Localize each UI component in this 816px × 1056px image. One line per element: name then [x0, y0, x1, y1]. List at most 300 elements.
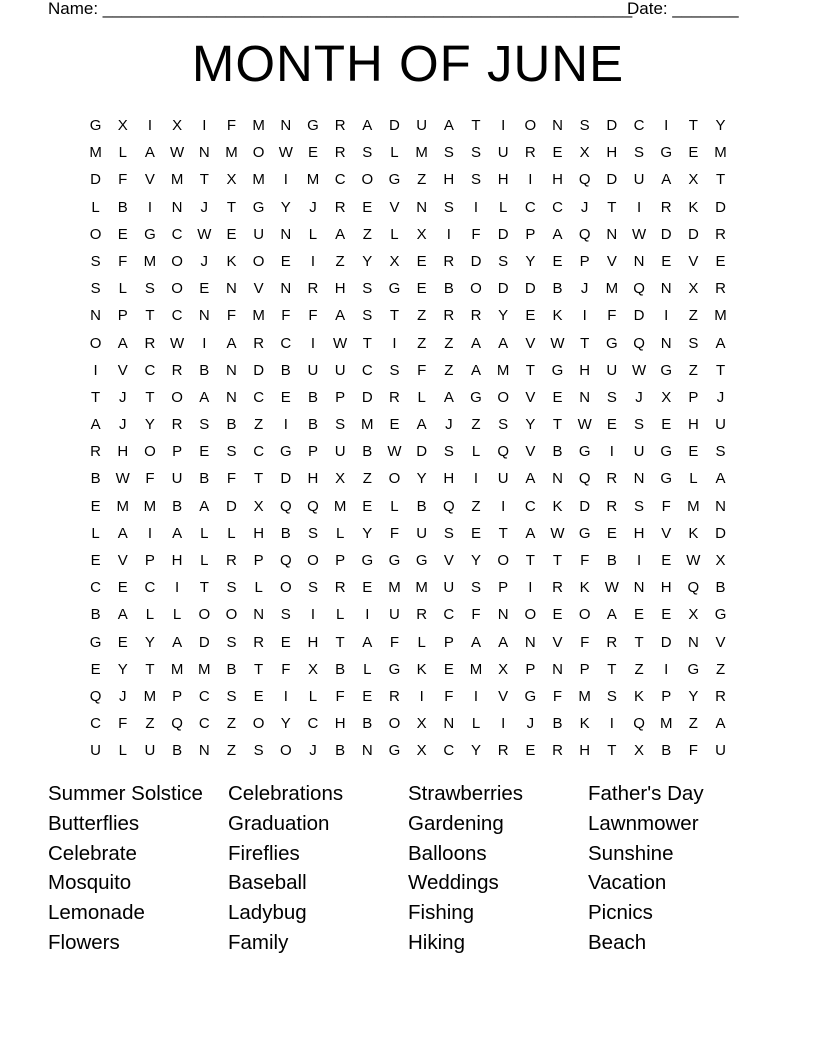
grid-letter: K — [552, 307, 563, 325]
grid-letter: N — [660, 334, 672, 352]
grid-letter: I — [283, 171, 288, 189]
grid-letter: N — [171, 198, 183, 216]
grid-letter: U — [715, 416, 726, 434]
word-list-item: Hiking — [408, 930, 465, 954]
grid-letter: N — [633, 252, 645, 270]
grid-letter: R — [552, 579, 563, 597]
grid-letter: T — [145, 388, 155, 406]
grid-letter: M — [306, 171, 320, 189]
grid-letter: G — [660, 144, 673, 162]
grid-letter: S — [443, 443, 454, 461]
grid-letter: H — [443, 470, 455, 488]
grid-letter: M — [143, 497, 157, 515]
grid-letter: R — [90, 443, 101, 461]
grid-letter: Z — [226, 715, 237, 733]
grid-letter: I — [609, 715, 614, 733]
word-list-item: Beach — [588, 930, 647, 954]
grid-letter: E — [90, 660, 101, 678]
grid-letter: E — [280, 252, 291, 270]
grid-letter: F — [580, 552, 590, 569]
grid-letter: J — [526, 715, 535, 733]
grid-letter: O — [252, 715, 265, 733]
grid-letter: E — [715, 252, 726, 270]
grid-letter: N — [660, 280, 672, 298]
grid-letter: S — [634, 497, 645, 515]
grid-letter: X — [416, 715, 427, 733]
grid-letter: D — [633, 307, 645, 325]
grid-letter: C — [198, 715, 210, 733]
grid-letter: L — [417, 633, 426, 651]
grid-letter: D — [253, 361, 265, 379]
grid-letter: E — [661, 252, 672, 270]
grid-letter: A — [525, 524, 536, 542]
grid-letter: V — [253, 280, 264, 298]
grid-letter: Z — [254, 416, 264, 434]
grid-letter: Q — [171, 715, 183, 733]
grid-letter: W — [686, 552, 701, 569]
grid-letter: M — [252, 171, 265, 189]
word-list-item: Celebrate — [48, 841, 137, 865]
grid-letter: E — [525, 742, 536, 760]
grid-letter: A — [470, 633, 481, 651]
grid-letter: I — [501, 715, 506, 733]
word-list-item: Mosquito — [48, 871, 132, 895]
grid-letter: U — [334, 443, 346, 461]
grid-letter: X — [416, 225, 427, 243]
grid-letter: R — [715, 225, 726, 243]
grid-letter: I — [392, 334, 397, 352]
grid-letter: R — [443, 252, 455, 270]
grid-letter: S — [715, 443, 726, 461]
grid-letter: G — [388, 280, 401, 298]
grid-letter: R — [497, 742, 509, 760]
grid-letter: C — [443, 742, 455, 760]
grid-letter: F — [389, 633, 400, 651]
grid-row — [82, 737, 734, 764]
grid-letter: D — [198, 633, 210, 651]
grid-letter: C — [280, 334, 292, 352]
grid-letter: O — [89, 334, 102, 352]
grid-letter: B — [199, 470, 210, 488]
grid-letter: C — [443, 606, 455, 624]
grid-letter: K — [634, 687, 645, 705]
grid-letter: G — [89, 633, 102, 651]
grid-letter: F — [417, 361, 427, 379]
grid-letter: G — [578, 443, 591, 461]
grid-letter: X — [335, 470, 346, 488]
grid-letter: N — [198, 742, 210, 760]
grid-letter: X — [498, 660, 509, 678]
grid-letter: E — [688, 443, 699, 461]
grid-letter: A — [90, 416, 101, 434]
grid-letter: Z — [688, 361, 698, 379]
grid-letter: I — [664, 307, 669, 325]
grid-letter: U — [606, 361, 618, 379]
grid-letter: T — [498, 524, 508, 542]
grid-letter: Q — [442, 497, 455, 515]
grid-letter: O — [171, 280, 183, 298]
grid-letter: A — [117, 524, 128, 542]
grid-letter: S — [362, 144, 373, 162]
grid-letter: T — [525, 361, 535, 379]
grid-letter: V — [525, 334, 536, 352]
grid-letter: L — [390, 497, 399, 515]
grid-letter: R — [552, 742, 563, 760]
grid-letter: I — [501, 497, 506, 515]
grid-letter: A — [144, 144, 155, 162]
word-list-row — [48, 839, 768, 869]
grid-letter: H — [253, 524, 265, 542]
grid-letter: N — [552, 660, 563, 678]
grid-letter: L — [172, 606, 182, 624]
grid-letter: D — [524, 280, 536, 298]
grid-letter: S — [606, 388, 617, 406]
grid-letter: E — [226, 225, 237, 243]
grid-letter: Z — [444, 361, 454, 379]
grid-letter: E — [362, 497, 373, 515]
grid-letter: T — [362, 334, 372, 352]
grid-letter: I — [501, 117, 506, 134]
grid-letter: T — [254, 660, 264, 678]
grid-letter: G — [660, 361, 673, 379]
grid-letter: R — [171, 416, 183, 434]
grid-row — [82, 520, 734, 547]
grid-letter: Q — [633, 334, 645, 352]
grid-letter: E — [606, 416, 617, 434]
grid-letter: E — [525, 307, 536, 325]
grid-letter: B — [307, 416, 318, 434]
grid-letter: D — [470, 252, 482, 270]
grid-letter: W — [604, 579, 619, 597]
grid-letter: F — [281, 307, 291, 325]
grid-letter: S — [498, 416, 509, 434]
grid-letter: O — [225, 606, 238, 624]
grid-letter: O — [252, 252, 265, 270]
grid-letter: A — [117, 606, 128, 624]
grid-letter: P — [661, 687, 672, 705]
grid-letter: C — [171, 307, 183, 325]
word-list-item: Flowers — [48, 930, 120, 954]
grid-letter: N — [361, 742, 373, 760]
grid-letter: G — [388, 552, 401, 569]
grid-letter: G — [252, 198, 265, 216]
grid-letter: U — [715, 742, 726, 760]
grid-row — [82, 465, 734, 492]
grid-letter: M — [578, 687, 591, 705]
grid-letter: M — [333, 497, 347, 515]
grid-letter: F — [226, 117, 237, 134]
grid-letter: O — [470, 280, 482, 298]
grid-letter: B — [90, 606, 101, 624]
grid-letter: S — [470, 579, 481, 597]
grid-letter: N — [579, 388, 591, 406]
grid-letter: J — [200, 252, 209, 270]
grid-letter: E — [661, 606, 672, 624]
grid-letter: R — [253, 633, 265, 651]
word-list-item: Celebrations — [228, 782, 344, 805]
grid-letter: Z — [444, 334, 454, 352]
grid-letter: M — [116, 497, 129, 515]
grid-letter: V — [525, 443, 536, 461]
word-list-item: Summer Solstice — [48, 782, 203, 805]
word-list-item: Picnics — [588, 901, 653, 925]
word-list-item: Sunshine — [588, 841, 674, 865]
grid-letter: H — [552, 171, 563, 189]
grid-letter: J — [309, 742, 317, 760]
grid-letter: N — [198, 307, 210, 325]
grid-letter: R — [334, 198, 346, 216]
grid-letter: L — [254, 579, 263, 597]
word-list-item: Family — [228, 930, 289, 954]
grid-row — [82, 629, 734, 656]
grid-letter: C — [307, 715, 319, 733]
grid-letter: M — [415, 579, 428, 597]
word-list-item: Ladybug — [228, 901, 307, 925]
grid-letter: B — [199, 361, 210, 379]
grid-letter: G — [578, 524, 591, 542]
grid-letter: D — [715, 198, 726, 216]
word-list-item: Lawnmower — [588, 811, 699, 835]
grid-letter: I — [528, 171, 533, 189]
grid-letter: Y — [144, 633, 155, 651]
grid-letter: Q — [279, 552, 292, 569]
grid-letter: J — [119, 388, 127, 406]
grid-letter: A — [470, 334, 481, 352]
grid-letter: U — [497, 470, 509, 488]
grid-letter: N — [280, 117, 292, 134]
grid-letter: R — [389, 388, 400, 406]
word-list-item: Gardening — [408, 811, 504, 835]
grid-letter: I — [147, 117, 153, 134]
grid-letter: D — [361, 388, 373, 406]
grid-letter: I — [93, 361, 98, 379]
grid-letter: F — [471, 606, 481, 624]
grid-letter: B — [280, 524, 291, 542]
grid-letter: T — [91, 388, 101, 406]
grid-letter: B — [362, 443, 373, 461]
grid-letter: E — [117, 579, 128, 597]
grid-letter: B — [90, 470, 101, 488]
grid-letter: I — [202, 334, 207, 352]
grid-letter: W — [387, 443, 402, 461]
grid-letter: L — [363, 660, 372, 678]
grid-letter: H — [633, 524, 645, 542]
grid-letter: A — [199, 497, 210, 515]
grid-letter: F — [389, 524, 400, 542]
grid-letter: X — [579, 144, 590, 162]
grid-letter: Q — [89, 687, 102, 705]
grid-letter: A — [335, 307, 346, 325]
grid-letter: O — [171, 388, 183, 406]
grid-letter: R — [334, 579, 346, 597]
grid-letter: T — [715, 361, 726, 379]
grid-letter: V — [144, 171, 155, 189]
grid-letter: S — [470, 171, 481, 189]
grid-letter: U — [253, 225, 265, 243]
grid-letter: S — [226, 687, 237, 705]
grid-letter: R — [226, 552, 237, 569]
grid-letter: X — [688, 171, 699, 189]
grid-row — [82, 275, 734, 302]
grid-letter: S — [634, 416, 645, 434]
grid-letter: U — [334, 361, 346, 379]
grid-letter: G — [388, 171, 401, 189]
grid-letter: H — [307, 470, 319, 488]
grid-letter: F — [226, 307, 237, 325]
grid-letter: E — [634, 606, 645, 624]
grid-letter: T — [226, 198, 237, 216]
grid-letter: Z — [417, 307, 427, 325]
grid-letter: H — [579, 361, 591, 379]
grid-letter: P — [688, 388, 699, 406]
grid-letter: S — [90, 280, 101, 298]
grid-letter: O — [144, 443, 156, 461]
grid-letter: T — [199, 171, 209, 189]
grid-row — [82, 384, 734, 411]
grid-letter: U — [416, 117, 428, 134]
grid-letter: W — [170, 334, 185, 352]
grid-letter: L — [227, 524, 236, 542]
grid-letter: W — [170, 144, 185, 162]
grid-letter: A — [199, 388, 210, 406]
grid-letter: R — [416, 606, 428, 624]
grid-letter: T — [580, 334, 590, 352]
word-list-item: Vacation — [588, 871, 667, 895]
grid-letter: U — [389, 606, 400, 624]
grid-letter: E — [199, 443, 210, 461]
grid-letter: R — [334, 144, 346, 162]
grid-letter: B — [552, 280, 563, 298]
grid-letter: D — [687, 225, 699, 243]
grid-letter: Y — [117, 660, 128, 678]
grid-letter: A — [661, 171, 672, 189]
grid-letter: E — [470, 524, 481, 542]
grid-letter: C — [171, 225, 183, 243]
grid-letter: M — [143, 687, 157, 705]
grid-letter: E — [443, 660, 454, 678]
grid-letter: S — [144, 280, 155, 298]
grid-row — [82, 656, 734, 683]
grid-row — [82, 166, 734, 193]
grid-letter: X — [688, 280, 699, 298]
grid-letter: X — [715, 552, 726, 569]
grid-letter: I — [582, 307, 587, 325]
grid-letter: S — [579, 117, 590, 134]
grid-letter: I — [310, 606, 316, 624]
grid-letter: B — [335, 742, 346, 760]
grid-letter: F — [118, 715, 128, 733]
word-list — [48, 779, 768, 958]
grid-letter: M — [714, 307, 727, 325]
grid-letter: Z — [688, 307, 698, 325]
word-list-item: Balloons — [408, 841, 487, 865]
grid-row — [82, 330, 734, 357]
grid-letter: A — [498, 633, 509, 651]
grid-letter: P — [117, 307, 128, 325]
grid-letter: T — [552, 552, 563, 569]
grid-letter: Y — [470, 552, 481, 569]
grid-letter: L — [118, 742, 127, 760]
grid-letter: B — [552, 443, 563, 461]
grid-letter: F — [580, 633, 590, 651]
grid-letter: M — [714, 144, 727, 162]
grid-letter: W — [278, 144, 293, 162]
word-list-row — [48, 868, 768, 898]
grid-letter: E — [199, 280, 210, 298]
grid-letter: V — [117, 361, 128, 379]
grid-letter: Z — [688, 715, 698, 733]
grid-letter: R — [660, 198, 672, 216]
grid-letter: M — [225, 144, 238, 162]
grid-letter: T — [715, 171, 726, 189]
grid-letter: G — [307, 117, 319, 134]
grid-letter: J — [309, 198, 317, 216]
grid-letter: H — [443, 171, 455, 189]
grid-letter: D — [497, 280, 509, 298]
grid-letter: G — [660, 443, 673, 461]
grid-letter: Z — [715, 660, 726, 678]
name-field-label: Name: ________________________________________________________ — [48, 0, 633, 18]
grid-letter: V — [688, 252, 699, 270]
grid-letter: N — [497, 606, 509, 624]
grid-letter: V — [715, 633, 726, 651]
grid-letter: O — [252, 144, 265, 162]
grid-letter: A — [362, 633, 373, 651]
grid-letter: B — [661, 742, 672, 760]
grid-letter: P — [172, 687, 183, 705]
grid-letter: W — [577, 416, 592, 434]
grid-letter: G — [388, 660, 401, 678]
grid-letter: A — [226, 334, 237, 352]
grid-row — [82, 493, 734, 520]
grid-letter: W — [550, 334, 565, 352]
grid-letter: L — [118, 144, 127, 162]
grid-letter: O — [307, 552, 319, 569]
grid-letter: L — [308, 687, 318, 705]
grid-letter: U — [90, 742, 101, 760]
grid-letter: B — [226, 416, 237, 434]
grid-letter: I — [473, 687, 479, 705]
grid-letter: L — [417, 388, 426, 406]
grid-letter: E — [416, 252, 427, 270]
grid-letter: G — [660, 470, 673, 488]
grid-letter: J — [445, 416, 453, 434]
grid-letter: H — [579, 742, 591, 760]
grid-letter: S — [226, 443, 237, 461]
grid-letter: V — [117, 552, 128, 569]
grid-letter: R — [715, 687, 726, 705]
grid-letter: B — [172, 742, 183, 760]
grid-letter: G — [388, 742, 401, 760]
grid-letter: S — [335, 416, 346, 434]
grid-letter: J — [716, 388, 725, 406]
grid-letter: R — [524, 144, 536, 162]
grid-letter: J — [635, 388, 643, 406]
grid-letter: W — [550, 524, 565, 542]
grid-letter: O — [578, 606, 591, 624]
grid-letter: E — [307, 144, 318, 162]
grid-letter: O — [388, 470, 401, 488]
grid-letter: T — [552, 416, 563, 434]
grid-letter: Z — [362, 470, 372, 488]
grid-letter: I — [609, 443, 614, 461]
grid-letter: X — [253, 497, 264, 515]
grid-letter: A — [715, 470, 726, 488]
grid-letter: W — [333, 334, 348, 352]
grid-letter: J — [580, 280, 589, 298]
grid-letter: Y — [498, 307, 509, 325]
grid-letter: I — [528, 579, 533, 597]
